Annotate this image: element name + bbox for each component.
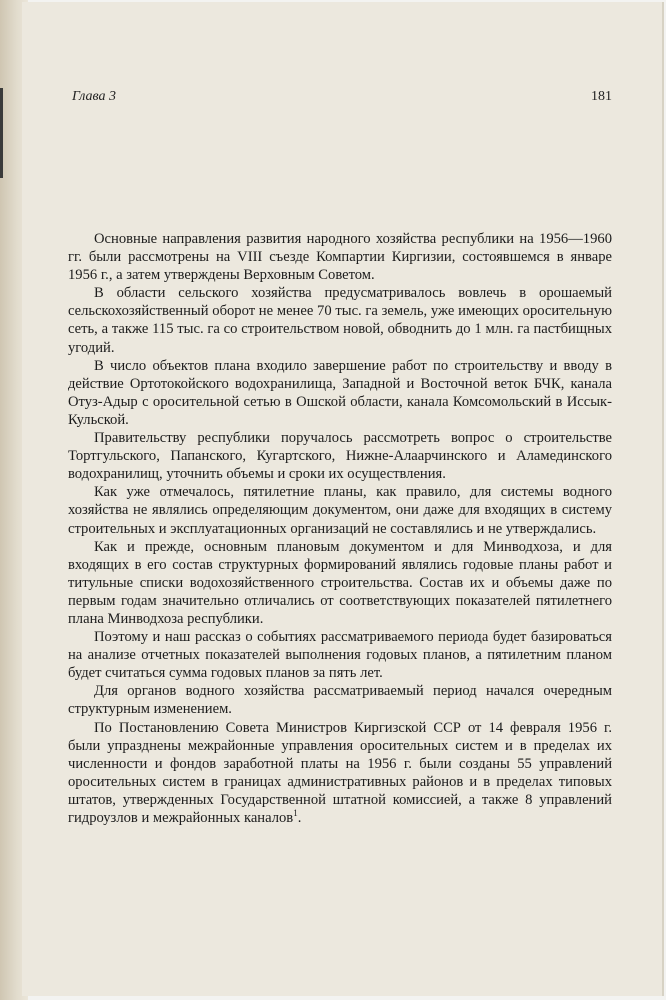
paragraph-last <box>68 719 612 828</box>
running-header <box>72 89 612 109</box>
paragraph: Как уже отмечалось, пятилетние планы, как правило, для системы водного хозяйства не являлись определяющим документом, они даже для входящих в систему строительных и эксплуатационных организаций не составлялись и не утверждались. <box>68 484 612 537</box>
chapter-title: Глава 3 <box>72 89 116 104</box>
period: . <box>297 810 302 826</box>
paragraph: В области сельского хозяйства предусматривалось вовлечь в орошаемый сельскохозяйственный оборот не менее 70 тыс. га земель, уже имеющих оросительную сеть, а также 115 тыс. га со строительством новой, обводнить до 1 млн. га пастбищных угодий. <box>68 285 612 356</box>
paragraph: В число объектов плана входило завершение работ по строительству и вводу в действие Ортотокойского водохранилища, Западной и Восточной веток БЧК, канала Отуз-Адыр с оросительной сетью в Ошской области, канала Комсомольский в Иссык-Кульской. <box>68 357 612 428</box>
footnote-marker: 1 <box>293 808 298 819</box>
paragraph: Основные направления развития народного хозяйства республики на 1956—1960 гг. были рассмотрены на VIII съезде Компартии Киргизии, состоявшемся в январе 1956 г., а затем утверждены Верховным Советом. <box>68 231 612 284</box>
body-text <box>68 230 612 827</box>
paragraph-text: По Постановлению Совета Министров Киргизской ССР от 14 февраля 1956 г. были упразднены межрайонные управления оросительных систем и в пределах их численности и фондов заработной платы на 1956 г. были созданы 55 управлений оросительных систем в границах административных районов и в пределах типовых штатов, утвержденных Государственной штатной комиссией, а также 8 управлений гидроузлов и межрайонных каналов <box>68 719 612 826</box>
paragraph: Поэтому и наш рассказ о событиях рассматриваемого периода будет базироваться на анализе отчетных показателей выполнения годовых планов, а пятилетним планом будет считаться сумма годовых планов за пять лет. <box>68 629 612 682</box>
paragraph: Правительству республики поручалось рассмотреть вопрос о строительстве Тортгульского, Папанского, Кугартского, Нижне-Алаарчинского и Аламединского водохранилищ, уточнить объемы и сроки их осуществления. <box>68 430 612 483</box>
paragraph: Для органов водного хозяйства рассматриваемый период начался очередным структурным изменением. <box>68 683 612 718</box>
paragraph: Как и прежде, основным плановым документом и для Минводхоза, и для входящих в его состав структурных формирований являлись годовые планы работ и титульные списки водохозяйственного строительства. Состав их и объемы даже по первым годам значительно отличались от соответствующих показателей пятилетнего плана Минводхоза республики. <box>68 538 612 627</box>
page-number: 181 <box>591 89 612 104</box>
binding-mark <box>0 88 3 178</box>
